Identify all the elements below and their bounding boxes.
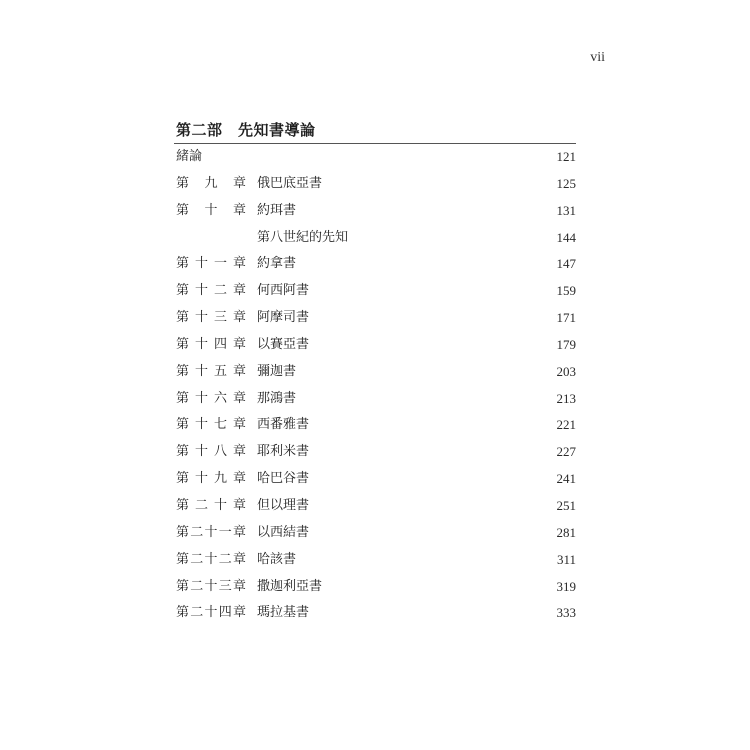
- entry-title: 那鴻書: [257, 390, 297, 406]
- entry-page: 203: [556, 363, 576, 379]
- chapter-label: 第 二 十 一 章: [176, 524, 246, 540]
- toc-row: [174, 359, 576, 386]
- entry-page: 147: [556, 256, 576, 272]
- entry-title: 以賽亞書: [257, 336, 310, 352]
- entry-page: 121: [556, 149, 576, 164]
- entry-page: 144: [556, 229, 576, 245]
- page-number: vii: [590, 50, 605, 65]
- toc-row: [174, 574, 576, 601]
- entry-page: 159: [556, 283, 576, 299]
- toc-row: [174, 386, 576, 413]
- entry-page: 179: [556, 336, 576, 352]
- toc-row: [174, 439, 576, 466]
- entry-title: 瑪拉基書: [257, 605, 310, 621]
- toc-row: [174, 305, 576, 332]
- chapter-label: 第 十 章: [176, 202, 246, 218]
- toc-row: [174, 144, 576, 171]
- entry-page: 221: [556, 417, 576, 433]
- entry-page: 251: [556, 497, 576, 513]
- part-title: 先知書導論: [238, 121, 316, 139]
- part-label: 第二部: [176, 121, 223, 139]
- chapter-label: 第 十 二 章: [176, 283, 246, 299]
- entry-page: 333: [556, 605, 576, 621]
- toc-row: [174, 412, 576, 439]
- toc-row: [174, 251, 576, 278]
- entry-title: 何西阿書: [257, 283, 310, 299]
- entry-title: 俄巴底亞書: [257, 175, 323, 191]
- part-header: [174, 118, 576, 144]
- entry-page: 171: [556, 310, 576, 326]
- entry-page: 213: [556, 390, 576, 406]
- toc-row: [174, 520, 576, 547]
- chapter-label: 第 二 十 三 章: [176, 578, 246, 594]
- entry-page: 319: [556, 578, 576, 594]
- entry-title: 西番雅書: [257, 417, 310, 433]
- toc-row: [174, 600, 576, 627]
- toc-row: [174, 171, 576, 198]
- table-of-contents: [174, 144, 576, 627]
- toc-row: [174, 547, 576, 574]
- toc-row: [174, 332, 576, 359]
- entry-title: 彌迦書: [257, 363, 297, 379]
- entry-title: 約珥書: [257, 202, 297, 218]
- entry-title: 哈巴谷書: [257, 471, 310, 487]
- part-heading: [176, 119, 316, 140]
- chapter-label: 第 九 章: [176, 175, 246, 191]
- entry-title: 哈該書: [257, 551, 297, 567]
- chapter-label: 第 十 一 章: [176, 256, 246, 272]
- entry-title: 阿摩司書: [257, 310, 310, 326]
- entry-title: 緒論: [176, 149, 203, 164]
- entry-title: 耶利米書: [257, 444, 310, 460]
- chapter-label: 第 二 十 四 章: [176, 605, 246, 621]
- toc-row: [174, 466, 576, 493]
- entry-page: 131: [556, 202, 576, 218]
- toc-row: [174, 225, 576, 252]
- entry-page: 227: [556, 444, 576, 460]
- chapter-label: 第 十 七 章: [176, 417, 246, 433]
- chapter-label: 第 二 十 二 章: [176, 551, 246, 567]
- entry-page: 241: [556, 471, 576, 487]
- chapter-label: 第 二 十 章: [176, 497, 246, 513]
- entry-title: 第八世紀的先知: [257, 229, 349, 245]
- chapter-label: 第 十 八 章: [176, 444, 246, 460]
- toc-row: [174, 493, 576, 520]
- chapter-label: 第 十 六 章: [176, 390, 246, 406]
- entry-title: 以西結書: [257, 524, 310, 540]
- toc-row: [174, 278, 576, 305]
- entry-title: 但以理書: [257, 497, 310, 513]
- chapter-label: 第 十 三 章: [176, 310, 246, 326]
- entry-page: 311: [556, 551, 576, 567]
- entry-title: 撒迦利亞書: [257, 578, 323, 594]
- entry-title: 約拿書: [257, 256, 297, 272]
- chapter-label: 第 十 九 章: [176, 471, 246, 487]
- chapter-label: 第 十 四 章: [176, 336, 246, 352]
- entry-page: 281: [556, 524, 576, 540]
- toc-row: [174, 198, 576, 225]
- entry-page: 125: [556, 175, 576, 191]
- chapter-label: 第 十 五 章: [176, 363, 246, 379]
